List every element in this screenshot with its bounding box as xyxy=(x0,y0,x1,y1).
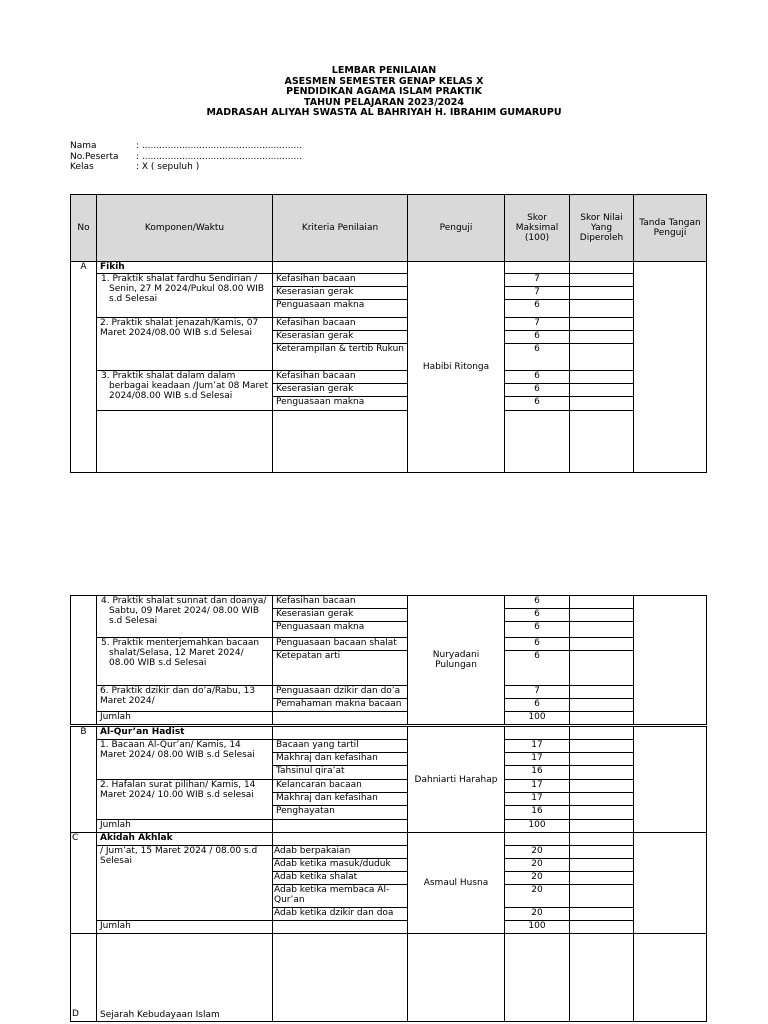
empty-cell xyxy=(273,411,408,473)
max-score: 6 xyxy=(505,300,570,318)
table-row xyxy=(71,686,707,699)
komponen-item: 5. Praktik menterjemahkan bacaan shalat/Selasa, 12 Maret 2024/ 08.00 WIB s.d Selesai xyxy=(97,638,273,686)
score-cell[interactable] xyxy=(570,712,634,725)
peserta-field[interactable]: : ........................................................ xyxy=(136,151,303,162)
kriteria-cell: Keserasian gerak xyxy=(273,331,408,344)
penguji-name: Nuryadani Pulungan xyxy=(408,596,505,725)
komponen-item: 1. Bacaan Al-Qur’an/ Kamis, 14 Maret 2024/ 08.00 WIB s.d Selesai xyxy=(97,740,273,780)
komponen-item: / Jum’at, 15 Maret 2024 / 08.00 s.d Selesai xyxy=(97,846,273,921)
score-cell[interactable] xyxy=(570,753,634,766)
max-score: 17 xyxy=(505,780,570,793)
kriteria-cell: Keserasian gerak xyxy=(273,384,408,397)
empty-cell xyxy=(273,934,408,1022)
score-cell[interactable] xyxy=(570,287,634,300)
nama-label: Nama xyxy=(70,141,97,151)
score-cell[interactable] xyxy=(570,300,634,318)
section-title: Sejarah Kebudayaan Islam xyxy=(97,934,273,1022)
empty-cell xyxy=(505,934,570,1022)
jumlah-row xyxy=(71,712,707,725)
max-score: 17 xyxy=(505,740,570,753)
max-score: 7 xyxy=(505,318,570,331)
max-score: 6 xyxy=(505,609,570,622)
score-cell[interactable] xyxy=(570,609,634,622)
kriteria-cell: Kelancaran bacaan xyxy=(273,780,408,793)
signature-cell[interactable] xyxy=(634,934,707,1022)
section-row-akidah xyxy=(71,833,707,846)
kriteria-cell: Bacaan yang tartil xyxy=(273,740,408,753)
score-cell[interactable] xyxy=(570,740,634,753)
max-score: 7 xyxy=(505,686,570,699)
max-score: 7 xyxy=(505,287,570,300)
section-title: Al-Qur’an Hadist xyxy=(97,727,273,740)
kelas-label: Kelas xyxy=(70,162,94,172)
identity-peserta-row xyxy=(70,152,302,163)
kriteria-cell: Adab ketika dzikir dan doa xyxy=(273,908,408,921)
jumlah-row xyxy=(71,921,707,934)
empty-cell xyxy=(273,712,408,725)
score-cell[interactable] xyxy=(570,411,634,473)
kriteria-cell: Makhraj dan kefasihan xyxy=(273,793,408,806)
max-score: 6 xyxy=(505,622,570,638)
header-subject: PENDIDIKAN AGAMA ISLAM PRAKTIK xyxy=(286,86,482,97)
kriteria-cell: Pemahaman makna bacaan xyxy=(273,699,408,712)
max-score: 6 xyxy=(505,331,570,344)
komponen-item: 2. Hafalan surat pilihan/ Kamis, 14 Maret 2024/ 10.00 WIB s.d selesai xyxy=(97,780,273,820)
header-year: TAHUN PELAJARAN 2023/2024 xyxy=(303,96,465,108)
kriteria-cell: Makhraj dan kefasihan xyxy=(273,753,408,766)
komponen-item: 1. Praktik shalat fardhu Sendirian / Senin, 27 M 2024/Pukul 08.00 WIB s.d Selesai xyxy=(97,274,273,318)
section-row-ski xyxy=(71,934,707,1022)
score-cell[interactable] xyxy=(570,384,634,397)
table-row xyxy=(71,411,707,473)
header-no: No xyxy=(71,195,97,262)
score-cell[interactable] xyxy=(570,727,634,740)
score-cell[interactable] xyxy=(570,274,634,287)
empty-cell xyxy=(505,411,570,473)
score-cell[interactable] xyxy=(570,397,634,411)
komponen-item: 2. Praktik shalat jenazah/Kamis, 07 Maret 2024/08.00 WIB s.d Selesai xyxy=(97,318,273,371)
kriteria-cell: Penghayatan xyxy=(273,806,408,820)
max-score: 16 xyxy=(505,766,570,780)
jumlah-label: Jumlah xyxy=(97,921,273,934)
penguji-name: Asmaul Husna xyxy=(408,833,505,934)
kriteria-cell: Kefasihan bacaan xyxy=(273,274,408,287)
score-cell[interactable] xyxy=(570,344,634,371)
score-cell[interactable] xyxy=(570,651,634,686)
empty-cell xyxy=(505,727,570,740)
score-cell[interactable] xyxy=(570,872,634,885)
identity-kelas-row xyxy=(70,162,302,173)
penguji-name: Habibi Ritonga xyxy=(408,262,505,473)
kriteria-cell: Penguasaan bacaan shalat xyxy=(273,638,408,651)
jumlah-row xyxy=(71,820,707,833)
max-score: 6 xyxy=(505,371,570,384)
header-subtitle: ASESMEN SEMESTER GENAP KELAS X xyxy=(284,75,484,87)
max-score: 6 xyxy=(505,699,570,712)
empty-cell xyxy=(505,833,570,846)
table-row xyxy=(71,740,707,753)
header-kriteria: Kriteria Penilaian xyxy=(273,195,408,262)
max-score: 6 xyxy=(505,344,570,371)
section-no: C xyxy=(71,833,97,934)
kriteria-cell: Adab ketika shalat xyxy=(273,872,408,885)
kriteria-cell: Penguasaan dzikir dan do’a xyxy=(273,686,408,699)
empty-cell xyxy=(505,262,570,274)
score-cell[interactable] xyxy=(570,596,634,609)
score-cell[interactable] xyxy=(570,885,634,908)
empty-cell xyxy=(273,921,408,934)
empty-cell xyxy=(71,596,97,725)
empty-cell xyxy=(97,411,273,473)
section-row-quran xyxy=(71,727,707,740)
header-school: MADRASAH ALIYAH SWASTA AL BAHRIYAH H. IBRAHIM GUMARUPU xyxy=(206,107,562,118)
jumlah-label: Jumlah xyxy=(97,820,273,833)
score-cell[interactable] xyxy=(570,806,634,820)
kriteria-cell: Ketepatan arti xyxy=(273,651,408,686)
header-tanda-tangan: Tanda Tangan Penguji xyxy=(634,195,707,262)
komponen-item: 6. Praktik dzikir dan do’a/Rabu, 13 Maret 2024/ xyxy=(97,686,273,712)
score-cell[interactable] xyxy=(570,859,634,872)
max-score: 7 xyxy=(505,274,570,287)
signature-cell[interactable] xyxy=(634,596,707,725)
identity-nama-row xyxy=(70,141,302,152)
section-no: D xyxy=(71,934,97,1022)
header-penguji: Penguji xyxy=(408,195,505,262)
section-title: Fikih xyxy=(97,262,273,274)
kriteria-cell: Tahsinul qira’at xyxy=(273,766,408,780)
identity-block xyxy=(70,141,302,173)
max-score: 20 xyxy=(505,908,570,921)
score-cell[interactable] xyxy=(570,820,634,833)
max-score: 20 xyxy=(505,872,570,885)
assessment-table-page1 xyxy=(70,194,707,473)
header-skor-maksimal: Skor Maksimal (100) xyxy=(505,195,570,262)
document-header xyxy=(0,66,768,119)
nama-field[interactable]: : ........................................................ xyxy=(136,141,303,151)
max-score: 16 xyxy=(505,806,570,820)
table-row xyxy=(71,780,707,793)
kriteria-cell: Kefasihan bacaan xyxy=(273,371,408,384)
score-cell[interactable] xyxy=(570,699,634,712)
komponen-item: 3. Praktik shalat dalam dalam berbagai keadaan /Jum’at 08 Maret 2024/08.00 WIB s.d Selesai xyxy=(97,371,273,411)
peserta-label: No.Peserta xyxy=(70,151,119,162)
table-row xyxy=(71,274,707,287)
kriteria-cell: Keserasian gerak xyxy=(273,609,408,622)
assessment-table-sections-bcd xyxy=(70,726,707,1022)
kriteria-cell: Keserasian gerak xyxy=(273,287,408,300)
score-cell[interactable] xyxy=(570,780,634,793)
kriteria-cell: Penguasaan makna xyxy=(273,622,408,638)
signature-cell[interactable] xyxy=(634,727,707,833)
score-cell[interactable] xyxy=(570,833,634,846)
score-cell[interactable] xyxy=(570,331,634,344)
score-cell[interactable] xyxy=(570,622,634,638)
table-row xyxy=(71,596,707,609)
header-title: LEMBAR PENILAIAN xyxy=(331,65,437,76)
jumlah-total: 100 xyxy=(505,921,570,934)
score-cell[interactable] xyxy=(570,766,634,780)
score-cell[interactable] xyxy=(570,908,634,921)
max-score: 20 xyxy=(505,846,570,859)
score-cell[interactable] xyxy=(570,318,634,331)
section-no: B xyxy=(71,727,97,833)
max-score: 6 xyxy=(505,638,570,651)
table-row xyxy=(71,846,707,859)
assessment-table-page2 xyxy=(70,595,707,725)
max-score: 17 xyxy=(505,753,570,766)
header-skor-nilai: Skor Nilai Yang Diperoleh xyxy=(570,195,634,262)
max-score: 6 xyxy=(505,651,570,686)
table-row xyxy=(71,318,707,331)
score-cell[interactable] xyxy=(570,846,634,859)
jumlah-total: 100 xyxy=(505,820,570,833)
kriteria-cell: Kefasihan bacaan xyxy=(273,596,408,609)
section-row-fikih xyxy=(71,262,707,274)
max-score: 20 xyxy=(505,859,570,872)
signature-cell[interactable] xyxy=(634,833,707,934)
empty-cell xyxy=(273,833,408,846)
header-komponen: Komponen/Waktu xyxy=(97,195,273,262)
section-no: A xyxy=(71,262,97,473)
signature-cell[interactable] xyxy=(634,262,707,473)
max-score: 20 xyxy=(505,885,570,908)
empty-cell xyxy=(273,820,408,833)
kelas-value: : X ( sepuluh ) xyxy=(136,162,200,172)
score-cell[interactable] xyxy=(570,262,634,274)
kriteria-cell: Penguasaan makna xyxy=(273,397,408,411)
max-score: 6 xyxy=(505,384,570,397)
empty-cell xyxy=(273,727,408,740)
empty-cell xyxy=(408,934,505,1022)
kriteria-cell: Adab ketika masuk/duduk xyxy=(273,859,408,872)
jumlah-label: Jumlah xyxy=(97,712,273,725)
table-header-row xyxy=(71,195,707,262)
max-score: 6 xyxy=(505,397,570,411)
empty-cell xyxy=(273,262,408,274)
penguji-name: Dahniarti Harahap xyxy=(408,727,505,833)
score-cell[interactable] xyxy=(570,371,634,384)
score-cell[interactable] xyxy=(570,638,634,651)
table-row xyxy=(71,371,707,384)
kriteria-cell: Penguasaan makna xyxy=(273,300,408,318)
kriteria-cell: Kefasihan bacaan xyxy=(273,318,408,331)
max-score: 17 xyxy=(505,793,570,806)
score-cell[interactable] xyxy=(570,793,634,806)
section-title: Akidah Akhlak xyxy=(97,833,273,846)
score-cell[interactable] xyxy=(570,921,634,934)
jumlah-total: 100 xyxy=(505,712,570,725)
score-cell[interactable] xyxy=(570,686,634,699)
kriteria-cell: Keterampilan & tertib Rukun xyxy=(273,344,408,371)
kriteria-cell: Adab ketika membaca Al-Qur’an xyxy=(273,885,408,908)
table-row xyxy=(71,638,707,651)
max-score: 6 xyxy=(505,596,570,609)
komponen-item: 4. Praktik shalat sunnat dan doanya/ Sabtu, 09 Maret 2024/ 08.00 WIB s.d Selesai xyxy=(97,596,273,638)
score-cell[interactable] xyxy=(570,934,634,1022)
kriteria-cell: Adab berpakaian xyxy=(273,846,408,859)
